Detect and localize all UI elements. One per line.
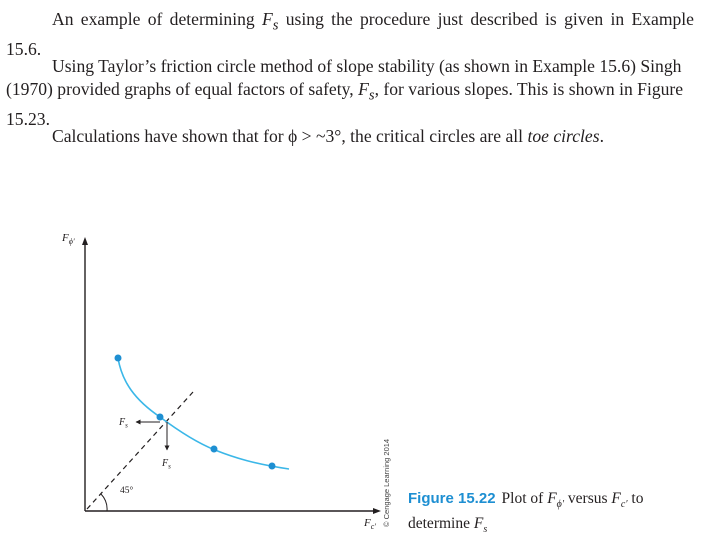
text-run: using the procedure just described is given in Example 15.6. [6,9,694,59]
curve-point [115,355,122,362]
equal-fs-curve [118,358,289,469]
caption-line-1 [408,489,643,514]
diagonal-45-line [87,392,193,509]
text-run: , the critical circles are all [341,126,528,146]
caption-line-2 [408,514,643,539]
text-run: An example of determining [52,9,262,29]
text-run: Using Taylor’s friction circle method of slope stability (as shown in Example 15.6) Singh (1970) provided graphs of equal factors of safety, [6,56,682,99]
caption-number: Figure 15.22 [408,490,496,507]
text-run: Calculations have shown that for [52,126,288,146]
subscript: s [272,17,279,34]
caption-subscript: ϕ′ [556,499,565,511]
caption-text: determine [408,515,474,533]
caption-variable: F [611,490,621,507]
curve-point [269,463,276,470]
caption-variable: F [473,515,484,533]
left-marker-label: $F_s$ [119,417,128,430]
curve-point-intersection [157,414,164,421]
text-run: . [599,126,604,146]
y-axis-arrowhead [82,237,88,245]
text-run: , for various slopes. This is shown in Figure 15.23. [6,79,684,129]
caption-text: versus [564,490,612,507]
x-axis-arrowhead [373,508,381,514]
variable: F [358,79,369,99]
curve-point [211,446,218,453]
variable: F [261,9,273,29]
copyright-notice: © Cengage Learning 2014 [382,438,391,527]
x-axis-label: $F_{c'}$ [364,517,377,531]
angle-arc [101,494,107,511]
down-marker-label: $F_s$ [162,458,171,471]
italic-term: toe circles [527,126,600,146]
subscript: s [368,87,375,104]
y-axis-label: $F_{\phi'}$ [62,232,75,246]
caption-text: Plot of [501,490,548,507]
caption-variable: F [547,490,557,507]
caption-text: to [627,490,644,507]
angle-label: 45° [120,486,134,496]
caption-subscript: c′ [620,499,628,511]
symbol: ϕ > ~3° [288,126,342,146]
caption-subscript: s [483,524,488,536]
figure-caption [408,489,643,539]
